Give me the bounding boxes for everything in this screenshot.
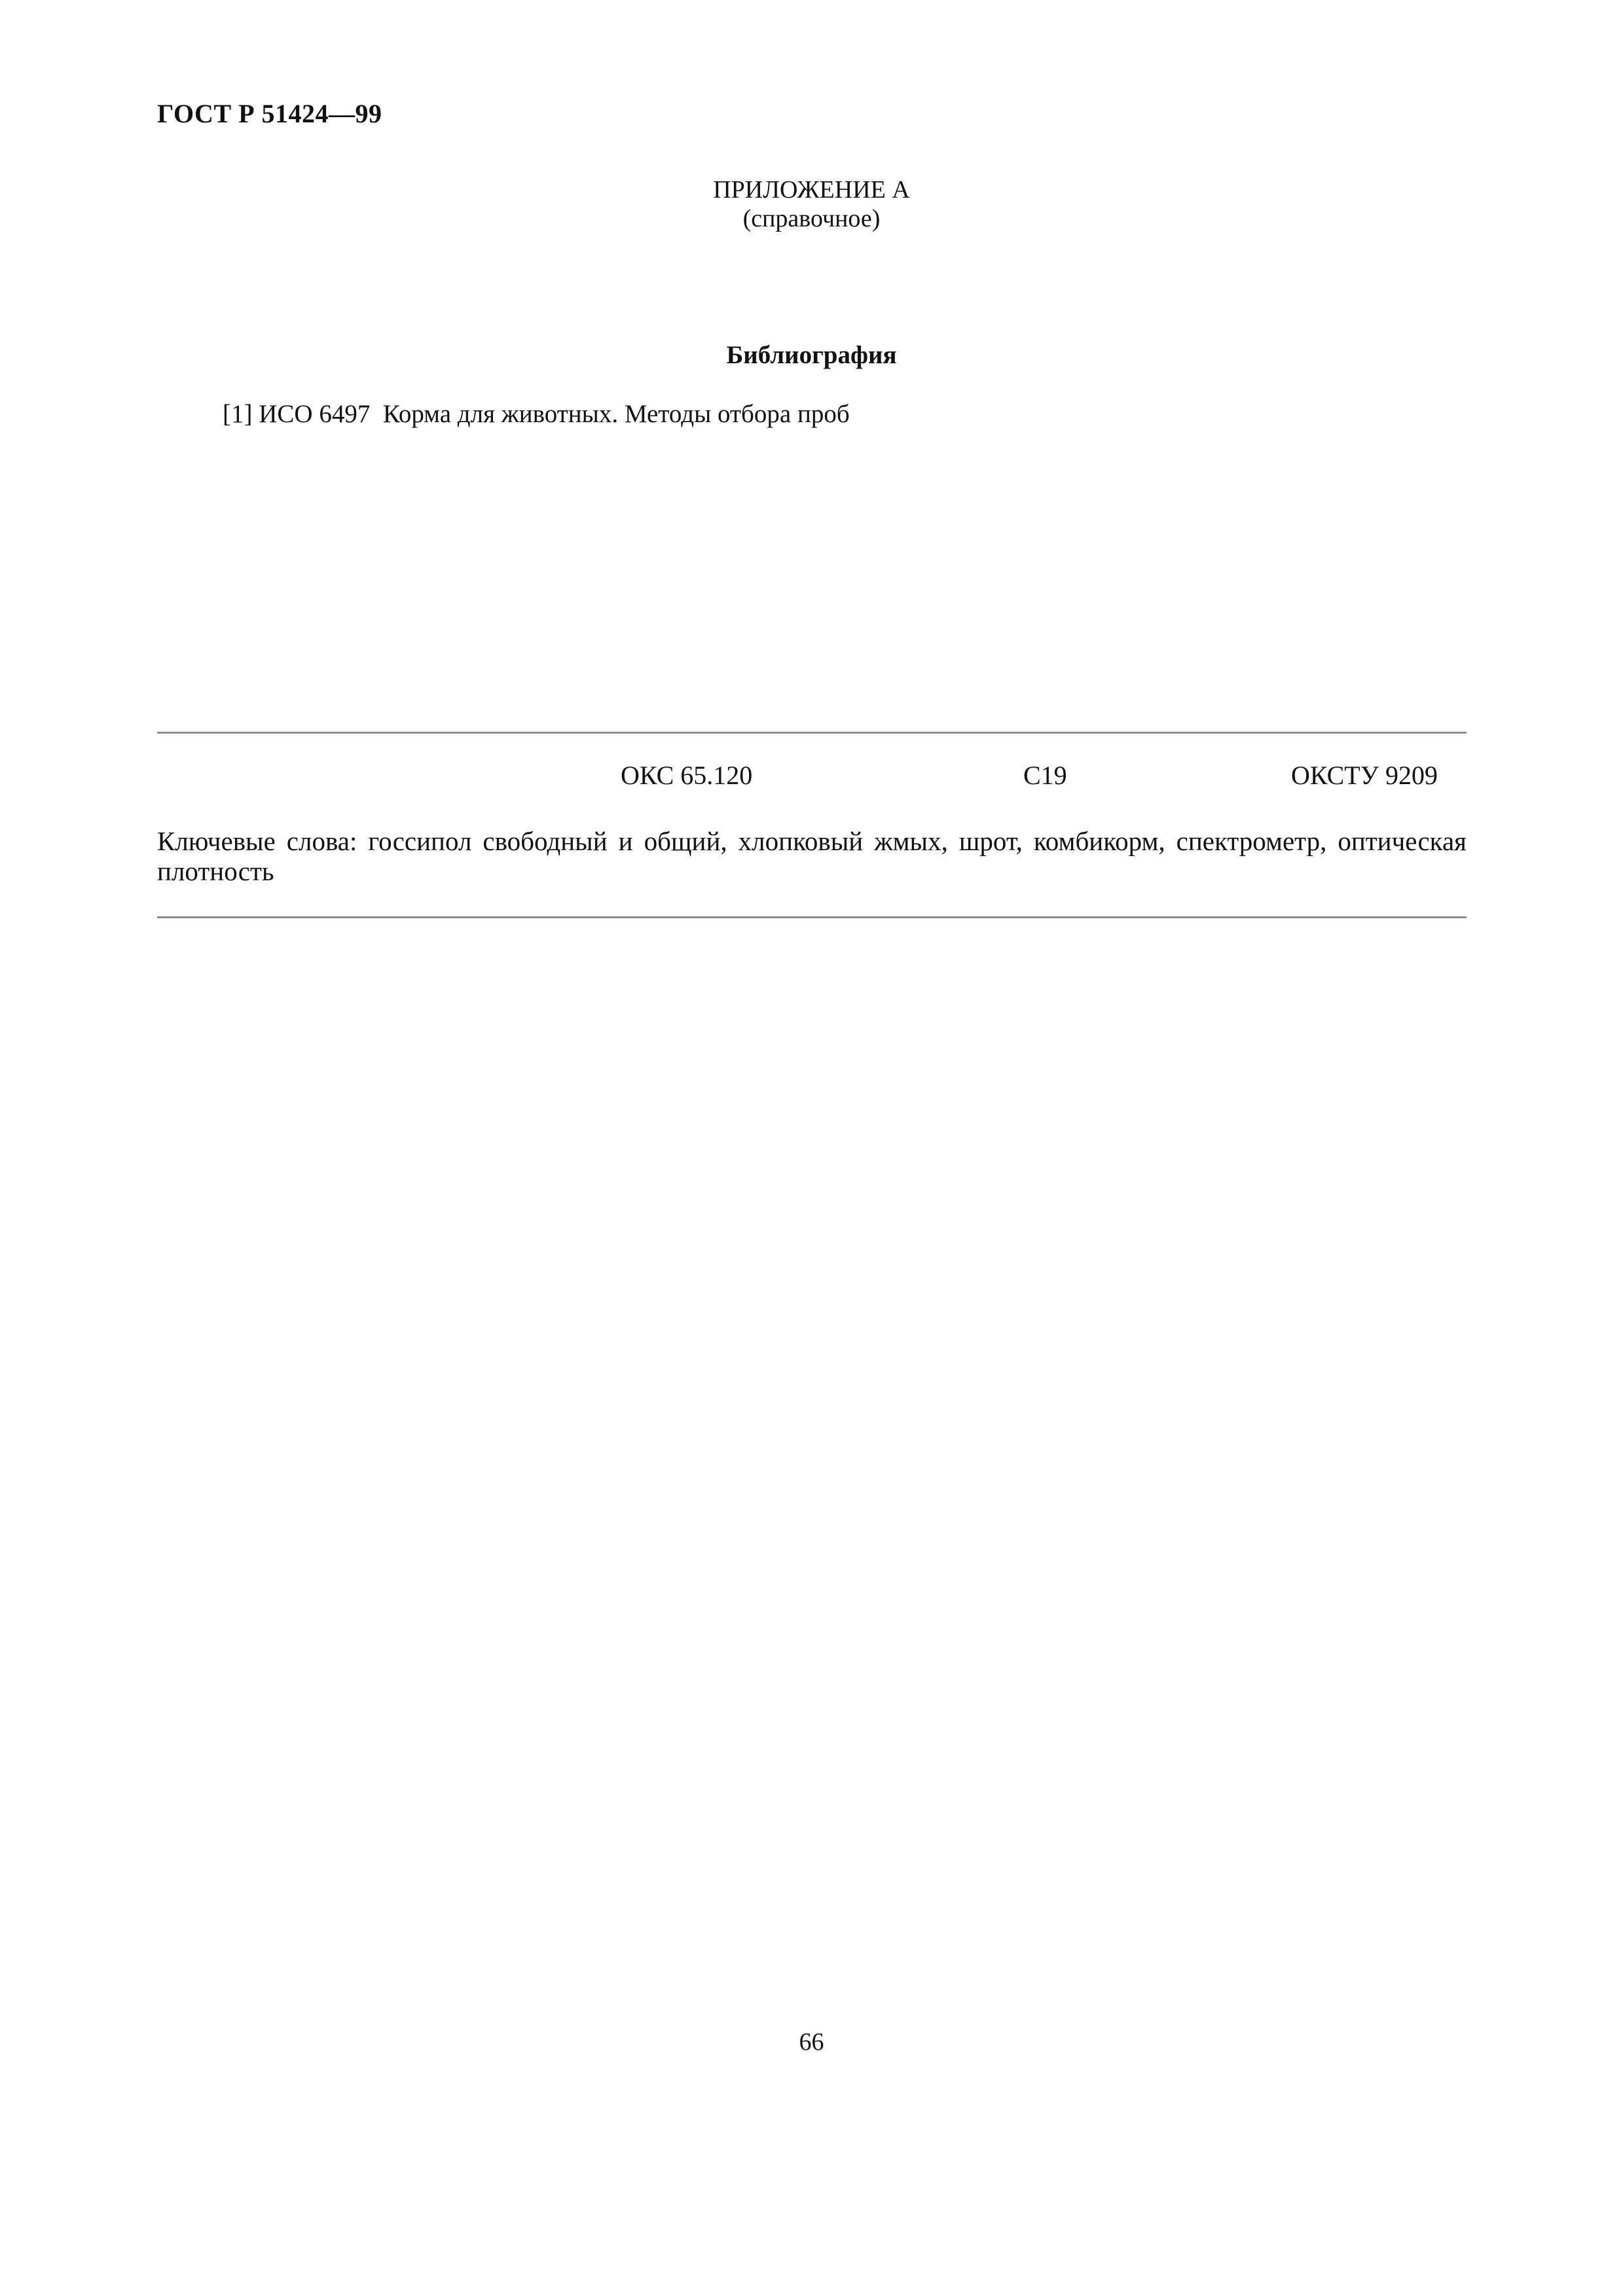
document-code: ГОСТ Р 51424—99: [157, 99, 382, 128]
group-code: С19: [1023, 761, 1067, 790]
bibliography-item-number: [1]: [223, 400, 253, 428]
bibliography-item: [223, 399, 850, 429]
appendix-subtitle: (справочное): [742, 205, 881, 232]
bibliography-item-code: ИСО 6497: [259, 400, 371, 428]
bibliography-item-title: Корма для животных. Методы отбора проб: [382, 400, 850, 428]
oks-code: ОКС 65.120: [621, 761, 753, 790]
bibliography-heading: Библиография: [726, 341, 897, 369]
divider-top: [157, 732, 1467, 734]
keywords-label: Ключевые слова:: [157, 826, 357, 856]
page-number: 66: [799, 2028, 824, 2056]
okstu-code: ОКСТУ 9209: [1291, 761, 1438, 790]
divider-bottom: [157, 916, 1467, 918]
appendix-title: ПРИЛОЖЕНИЕ А: [713, 176, 910, 204]
keywords-paragraph: [157, 826, 1467, 886]
bibliography-list: [223, 399, 850, 429]
keywords-text: госсипол свободный и общий, хлопковый жмых, шрот, комбикорм, спектрометр, оптическая плотность: [157, 826, 1467, 886]
